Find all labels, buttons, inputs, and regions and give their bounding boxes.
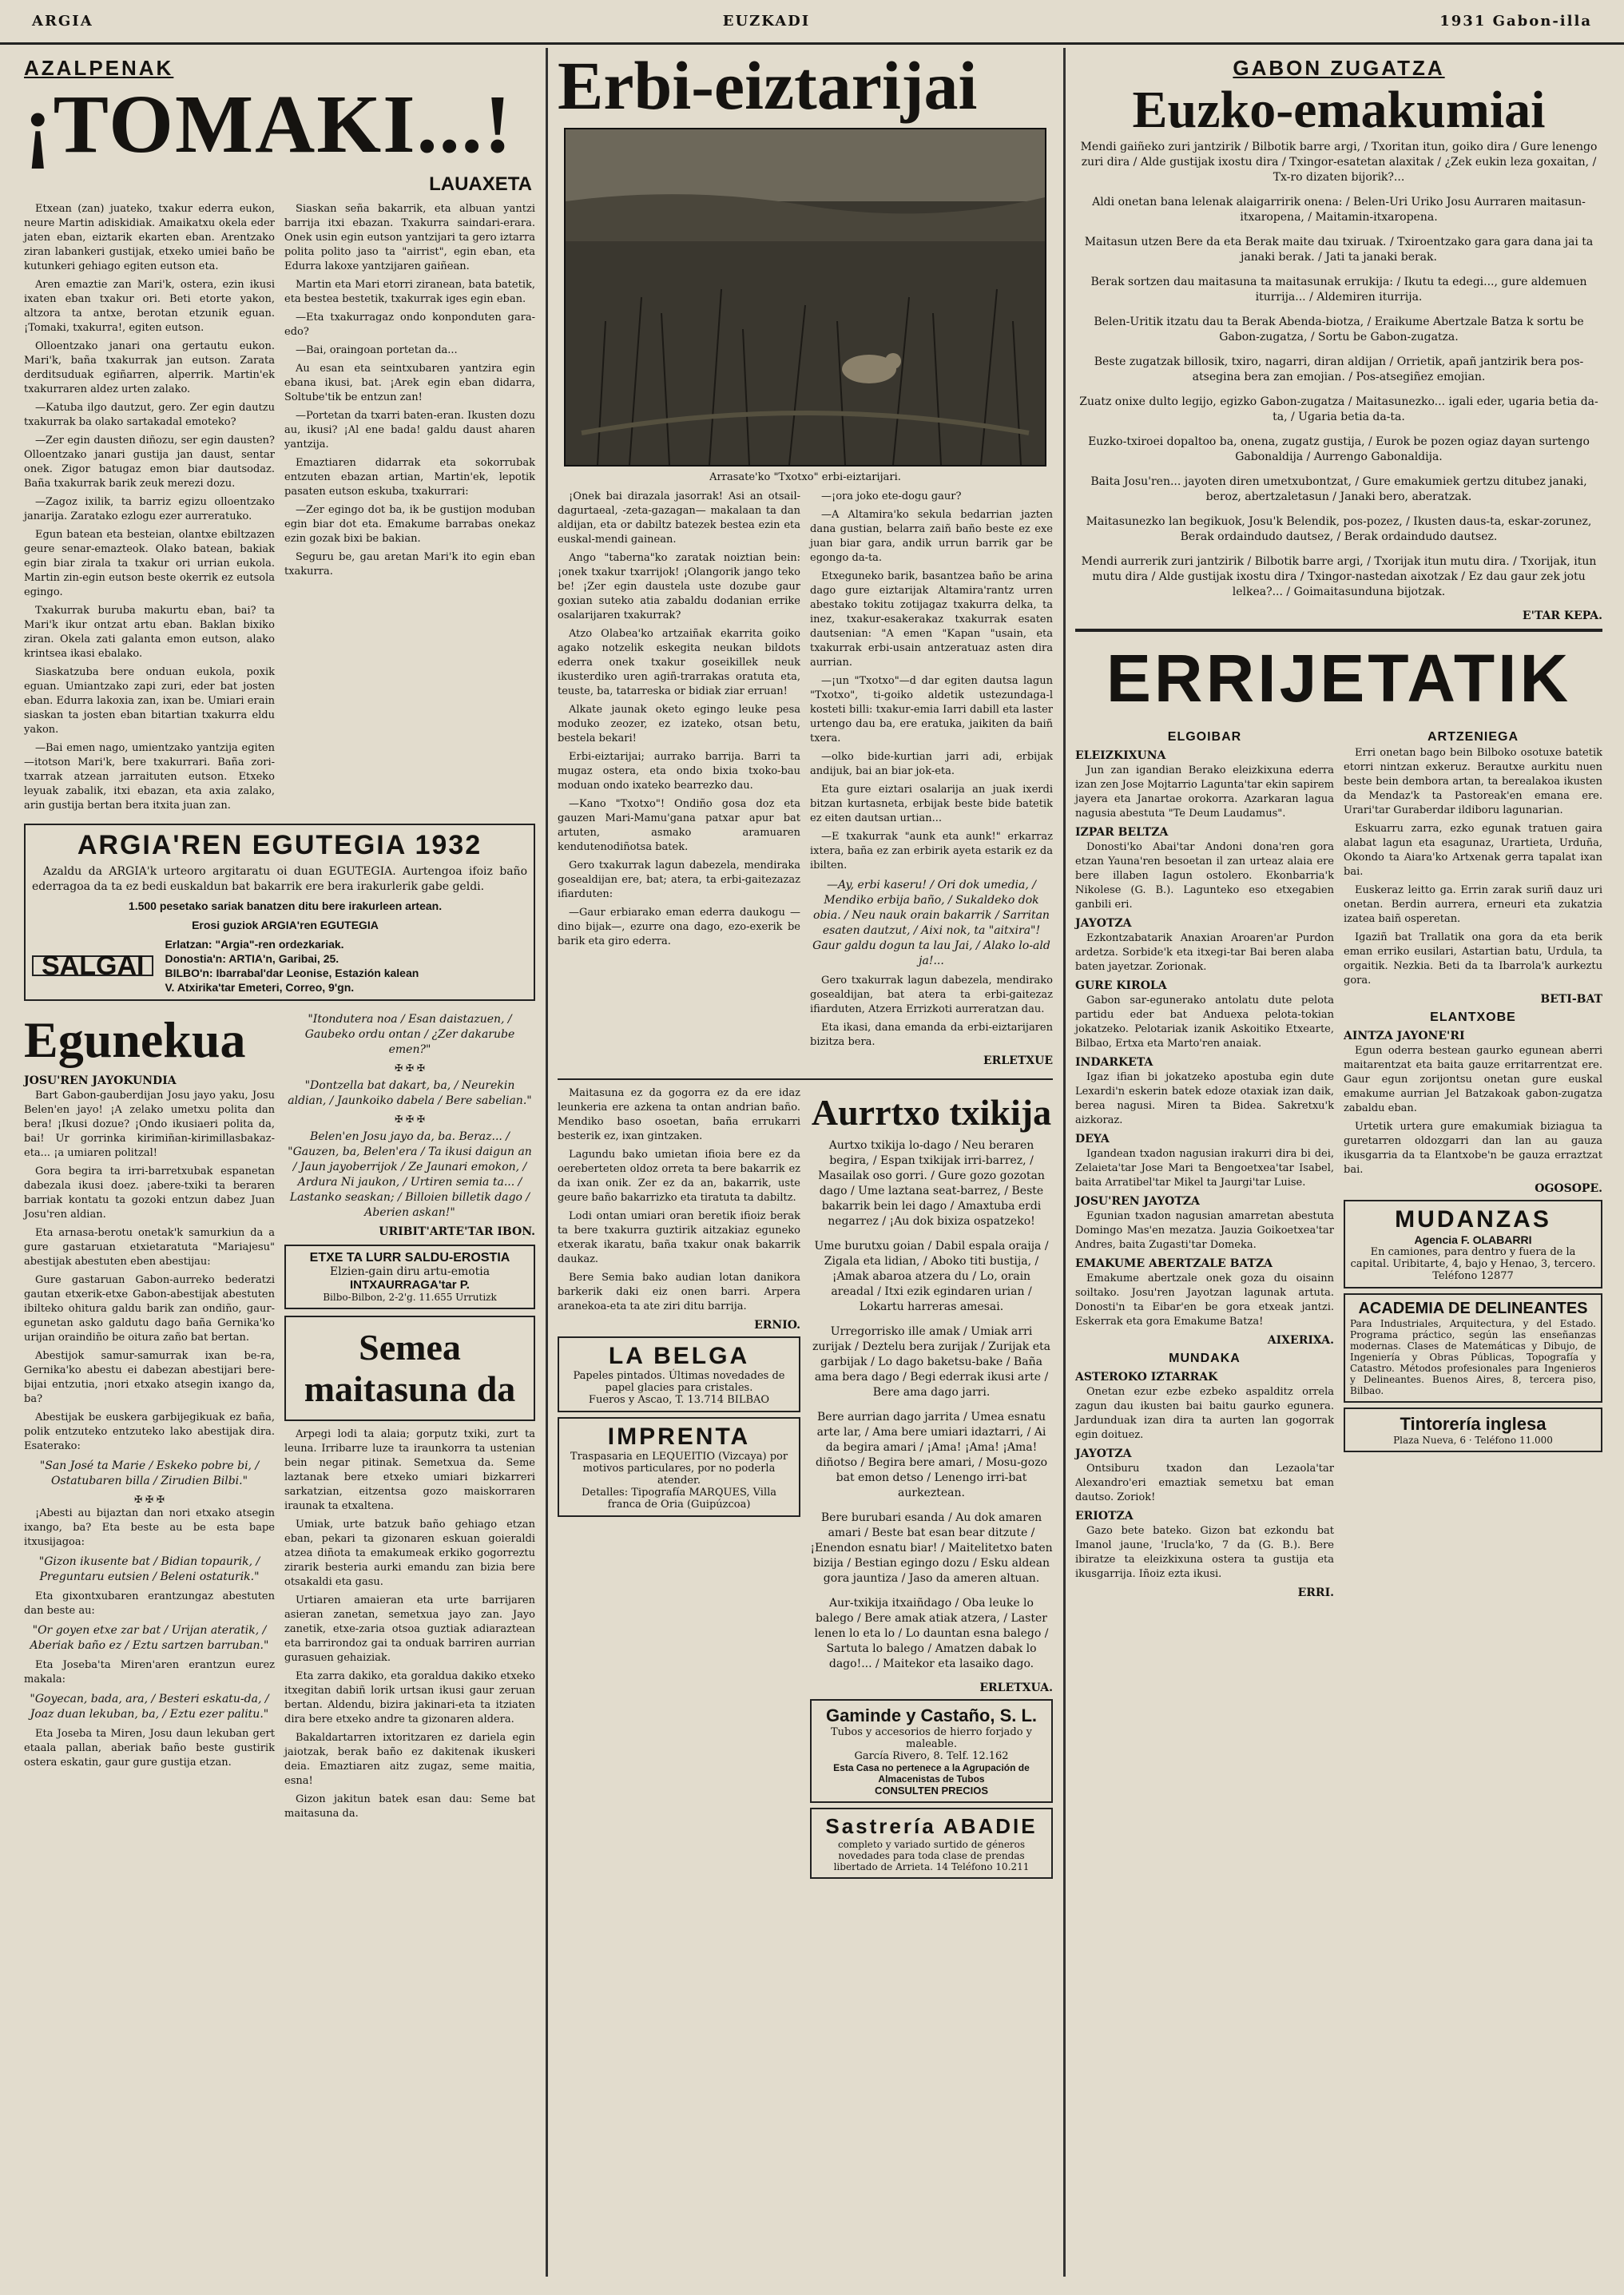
column-rule-1 [546, 48, 548, 2277]
paragraph: Bakaldartarren ixtoritzaren ez dariela egin jaiotzak, berak baño ez dakitenak ikuskeri deia. Emaztiaren aitz zugaz, seme maitia, esna! [284, 1732, 535, 1787]
section-heading: DEYA [1075, 1133, 1110, 1146]
poem-stanza: Euzko-txiroei dopaltoo ba, onena, zugatz gustija, / Eurok be pozen ogiaz dayan surtengo Gabonaldija / Aurrengo Gabonaldija. [1088, 435, 1590, 463]
paragraph: Lodi ontan umiari oran beretik ifioiz berak ta bere txakurra guztirik aitzakiaz eguneko etxerak ikaratu, baña txakur onak bakarrik daukaz. [558, 1210, 800, 1265]
masthead-center: EUZKADI [722, 13, 811, 30]
poem-stanza: Belen-Uritik itzatu dau ta Berak Abenda-biotza, / Eraikume Abertzale Batza k sortu be Gabon-zugatza, / Sortu be Gabon-zugatza. [1094, 316, 1584, 343]
calendar-prize: 1.500 pesetako sariak banatzen ditu bere irakurleen artean. [128, 899, 443, 912]
etxe-ad-line: Bilbo-Bilbon, 2-2'g. 11.655 Urrutizk [323, 1292, 497, 1303]
section-heading: ERIOTZA [1075, 1510, 1134, 1523]
paragraph: Gure gastaruan Gabon-aurreko bederatzi gautan etxerik-etxe Gabon-abestijak abestuten ibilteko ohitura galdu barik zan ondiño, gaur-egunetan asko galdutu dago baña Gernika'ko urijan oraindiño be oitura zaño bat bertan. [24, 1274, 275, 1344]
ad-line: Agencia F. OLABARRI [1414, 1233, 1532, 1246]
column-left [16, 48, 543, 2285]
paragraph: —Zer egin dausten diñozu, ser egin dausten? Olloentzako janari gustija jan daust, sentar onek. Zigor batugaz emon biar dautsodaz. Baña txakurrak barik zeuk merezi dozu. [24, 435, 275, 490]
la-belga-ad [558, 1336, 800, 1412]
article-kicker: AZALPENAK [24, 56, 174, 80]
paragraph: Lagundu bako umietan ifioia bere ez da oereberteten oldoz orreta ta bere bakarrik ez da ixan onik. Zer ez da an, bakarrik, uste geure baño bakarrizko eta tiratuta ta dabiltz. [558, 1149, 800, 1204]
article-tomaki [24, 56, 535, 817]
paragraph: Gizon jakitun batek esan dau: Seme bat maitasuna da. [284, 1793, 535, 1820]
ad-line: completo y variado surtido de géneros novedades para toda clase de prendas libertado de Arrieta. 14 Teléfono 10.211 [833, 1839, 1030, 1872]
ad-title: LA BELGA [608, 1343, 750, 1369]
paragraph: —E txakurrak "aunk eta aunk!" erkarraz ixtera, baña ez zan erbirik ayeta estarik ez da ibilten. [810, 831, 1053, 872]
poem-stanza: Bere aurrian dago jarrita / Umea esnatu arte lar, / Ama bere umiari idaztarri, / Ai da begira amari / ¡Ama! ¡Ama! ¡Ama! diñotso / Begira bere amari, / Mosu-gozo bat emon detso / Lenengo irri-bat aurkeztean. [815, 1411, 1047, 1499]
paragraph: Umiak, urte batzuk baño gehiago etzan eban, pekari ta gizonaren eskuan goieraldi atzea diñota ta emakumeak erkiko gogorreztu zirarik besteria aurki emandu zan bizia bere otsakaldi eta gasu. [284, 1519, 535, 1588]
section-heading: EMAKUME ABERTZALE BATZA [1075, 1257, 1273, 1270]
divider [1075, 629, 1602, 632]
paragraph: —Bai emen nago, umientzako yantzija egiten—itotson Mari'k, bere txakurrari. Baña zori-txarrak atzean jarraituten eutson. Etxeko leyuak zabalik, itxi ebazan, eta axia zalako, arin gustija bertan bera itxita juan zan. [24, 742, 275, 812]
calendar-title: ARGIA'REN EGUTEGIA 1932 [77, 830, 482, 860]
poem-stanza: Aldi onetan bana lelenak alaigarririk onena: / Belen-Uri Uriko Josu Aurraren maitasun-itxaropena, / Maitamin-itxaropena. [1092, 196, 1586, 224]
ad-line: García Rivero, 8. Telf. 12.162 [854, 1750, 1009, 1762]
gabon-signature: E'TAR KEPA. [1522, 609, 1602, 622]
paragraph: —Katuba ilgo dautzut, gero. Zer egin dautzu txakurrak ba olako sartakadal emoteko? [24, 402, 275, 428]
etxe-ad-line: INTXAURRAGA'tar P. [350, 1278, 470, 1292]
paragraph: —Bai, oraingoan portetan da... [296, 344, 458, 356]
ad-title: Sastrería ABADIE [825, 1814, 1038, 1838]
paragraph: —Gaur erbiarako eman ederra daukogu —dino bijak—, ezurre ona dago, ezo-exerik be barik eta giro ederra. [558, 907, 800, 947]
section-text: Igaz ifian bi jokatzeko apostuba egin dute Lexardi'n eskerin batek edoze otaxiak izan daik, berea nagusi. Miren ta Bidea. Sakretxu'k aizkoraz. [1075, 1071, 1334, 1126]
section-heading: ASTEROKO IZTARRAK [1075, 1371, 1218, 1384]
imprenta-ad [558, 1417, 800, 1517]
poem-stanza: Bere burubari esanda / Au dok amaren amari / Beste bat esan bear ditzute / ¡Enendon esnatu biar! / Maitelitetxo baten bizija / Bestian egingo dozu / Esku aldean gora jauntiza / Jaso da ameren altuan. [810, 1511, 1053, 1585]
poem-stanza: Zuatz onixe dulto legijo, egizko Gabon-zugatza / Maitasunezko... igali eder, ugaria betia da-ta, / Ugaria betia da-ta. [1079, 395, 1598, 423]
paragraph: Eta gixontxubaren erantzungaz abestuten dan beste au: [24, 1590, 275, 1617]
poem-stanza: Mendi gaiñeko zuri jantzirik / Bilbotik barre argi, / Txoritan itun, goiko dira / Gure lenengo zuri dira / Alde gustijak ixostu dira / Txingor-esatetan alaxitak / ¿Zek eukin leza goxaitan, / Tx-ro dizaten bijorik?... [1080, 141, 1598, 184]
place-heading: ELGOIBAR [1167, 730, 1242, 744]
photo-caption: Arrasate'ko "Txotxo" erbi-eiztarijari. [709, 471, 901, 483]
errijetatik-body [1075, 725, 1602, 1604]
section-text: Onetan ezur ezbe ezbeko aspalditz orrela zagun dau ikusten bai baitu gaurko egunera. Jardunduak izan dira ta aurten lan gogorrak egin doituez. [1075, 1386, 1334, 1441]
ad-line: Para Industriales, Arquitectura, y del Estado. Programa práctico, según las enseñanzas modernas. Clases de Matemáticas y Dibujo, de Ingeniería y Obras Públicas, Topografía y Catastro. Métodos profesionales para Ingenieros y Delineantes. Buenos Aires, 8, tercera piso, Bilbao. [1350, 1318, 1596, 1396]
poem-stanza: Aur-txikija itxaiñdago / Oba leuke lo balego / Bere amak atiak atzera, / Laster lenen lo eta lo / Lo dauntan esna balego / Sartuta lo balego / Amatzen dabak lo dago!... / Maitekor eta lasaiko dago. [814, 1597, 1049, 1670]
paragraph: Txakurrak buruba makurtu eban, bai? ta Mari'k ikur ontzat artu eban. Baklan bixiko ziran. Okela zati galanta emon eutson, alako krintsea ikasi ebalako. [24, 605, 275, 660]
ad-title: IMPRENTA [607, 1423, 751, 1450]
section-text: Egunian txadon nagusian amarretan abestuta Domingo Mas'en mezatza. Jauzia Goikoetxea'tar Andres, baita Zugasti'tar Domeka. [1075, 1210, 1334, 1251]
gabon-title: Euzko-emakumiai [1132, 81, 1546, 139]
poem-stanza: Aurtxo txikija lo-dago / Neu beraren begira, / Espan txikijak irri-barrez, / Masailak oso gorri. / Gure gozo gozotan dago / Ume laztana seat-barrez, / Beste bakarrik bein lei dago / Amaxtuba erdi negarrez / ¡Au dok bixiza ospatzeko! [818, 1139, 1045, 1228]
paragraph: Eta gure eiztari osalarija an juak ixerdi bitzan kurtasneta, erbijak beste bide batetik ez eiten dautsan urtian... [810, 784, 1053, 824]
paragraph: —¡ora joko ete-dogu gaur? [821, 490, 962, 502]
salgai-row [32, 937, 527, 995]
paragraph: Bere Semia bako audian lotan danikora barkerik daki eiz onen barri. Arpera aranekoa-eta ta ate ziri ditu barrija. [558, 1272, 800, 1312]
paragraph: Eta arnasa-berotu onetak'k samurkiun da a gure gastaruan etxietaratuta "Mariajesu" abestijak abestuten eben abestijau: [24, 1227, 275, 1268]
academia-ad [1344, 1293, 1602, 1403]
paragraph: —Eta txakurragaz ondo konponduten gara-edo? [284, 312, 535, 338]
article-byline: LAUAXETA [429, 173, 532, 195]
semea-article [284, 1316, 535, 1421]
gabon-kicker: GABON ZUGATZA [1233, 56, 1445, 80]
paragraph: Martin eta Mari etorri ziranean, bata batetik, eta bestea bestetik, txakurrak iges egin eban. [284, 279, 535, 305]
verse: "Dontzella bat dakart, ba, / Neurekin aldian, / Jaunkoiko dabela / Bere sabelian." [288, 1079, 532, 1107]
paragraph: Urtiaren amaieran eta urte barrijaren asieran zanetan, semetxua jayo zan. Jayo zanetik, etxe-zaria otsoa guztiak adiaraztean eta barrirondoz gai ta onduak barriren aurrian gurasuen gehaiziak. [284, 1594, 535, 1664]
verse-signature: URIBIT'ARTE'TAR IBON. [379, 1225, 535, 1238]
paragraph: Etxean (zan) juateko, txakur ederra eukon, neure Martin adiskidiak. Amaikatxu okela eder jaten eban, eiztarik ekarten eban. Arentzako ziran labankeri gustijak, etxeko umiei baño be kutunkeri gehiago egiten eutson eta. [24, 203, 275, 272]
column-right [1067, 48, 1610, 2285]
paragraph: —A Altamira'ko sekula bedarrian jazten dana gustian, belarra zaiñ baño beste ez exe juan biar gara, andik urrun barrik gar be egongo da-ta. [810, 509, 1053, 564]
verse: —Ay, erbi kaseru! / Ori dok umedia, / Mendiko erbija baño, / Sukaldeko dok obia. / Neu nauk orain bakarrik / Sarritan esaten dautzut, / Aixi nok, ta "aitxira"! Gaur galdu dogun ta lau Jai, / Alako lo-ald ja!... [812, 879, 1050, 967]
egunekua-title: Egunekua [24, 1011, 246, 1068]
hunting-photo [564, 128, 1046, 467]
paragraph: Abestijak be euskera garbijegikuak ez baña, polik entzuteko entzuteko lako abestijak dira. Esaterako: [24, 1412, 275, 1452]
place-heading: ELANTXOBE [1430, 1011, 1516, 1024]
erbi-signature: ERNIO. [754, 1319, 800, 1332]
section-heading: JAYOTZA [1075, 1447, 1132, 1460]
gaminde-ad [810, 1699, 1053, 1803]
poem-stanza: Ume burutxu goian / Dabil espala oraija / Zigala eta lidian, / Aboko titi bustija, / ¡Amak abaroa atzera du / Lo, orain areadal / Itxi ezik egindaren urian / Lokartu harreras amesai. [814, 1240, 1049, 1313]
poem-stanza: Mendi aurrerik zuri jantzirik / Bilbotik barre argi, / Txorijak itun mutu dira. / Txorijak, itun mutu dira / Alde gustijak ixostu dira / Txingor-nastedan aixotzak / Ez dau gaur zek jotu lelkea?... / Goimaitasunduna bijotzak. [1081, 555, 1597, 598]
section-text: Euskeraz leitto ga. Errin zarak suriñ dauz uri onetan. Berdin aurrera, erneuri eta zukatzia izatea baiñ osperetan. [1344, 884, 1602, 925]
aurrtxo-title: Aurrtxo txikija [811, 1092, 1052, 1133]
place-heading: MUNDAKA [1169, 1352, 1241, 1365]
paragraph: Seguru be, gau aretan Mari'k ito egin eban txakurra. [284, 551, 535, 578]
paragraph: Etxeguneko barik, basantzea baño be arina dago gure eiztarijak Altamira'rantz urren abestako tokitu zotijagaz txakurra delka, ta inez, txakur-esakerakaz txakurrak esaten dautsenian: "A emen "Kapan "usain, eta txakurrak erbi-usain antzeratuaz asten dira aurrian. [810, 570, 1053, 669]
address-line: BILBO'n: Ibarrabal'dar Leonise, Estazión kalean [165, 967, 419, 979]
address-line: Erlatzan: "Argia"-ren ordezkariak. [165, 938, 344, 951]
ad-line: Fueros y Ascao, T. 13.714 BILBAO [588, 1394, 770, 1406]
ornament: ✠ ✠ ✠ [134, 1494, 165, 1505]
paragraph: Bart Gabon-gauberdijan Josu jayo yaku, Josu Belen'en jayo! ¡A zelako umetxu polita dan bera! ¡Ikusi dozue? ¡Ondo ikusiaeri polita da, bai! Ur gorrinka kirimiñan-kirimillasbakaz-eta... ¡a umiaren politzal! [24, 1090, 275, 1159]
divider [558, 1078, 1053, 1080]
ornament: ✠ ✠ ✠ [395, 1062, 425, 1074]
section-text: Emakume abertzale onek goza du oisainn soiltako. Josu'ren Jayotzan lagunak artuta. Donosti'n ta Eibar'en be gora etxeak jantzi. Eskerrak eta gora Emakume Batza! [1075, 1273, 1334, 1328]
paragraph: Egun batean eta besteian, olantxe ebiltzazen geure senar-emazteok. Olako batean, bakiak egin biar zirala ta txakur ori urrian eukola. Martin zin-egin eutson beste okerrik ez eutsola egingo. [24, 529, 275, 598]
paragraph: —Zagoz ixilik, ta barriz egizu olloentzako janarija. Zaratako ezlogu ezer aurreratuko. [24, 496, 275, 522]
masthead [0, 0, 1624, 45]
paragraph: —Kano "Txotxo"! Ondiño gosa doz eta gauzen Mari-Mamu'gana patxar apur bat artuten, asmako aramuaren kendutenodiñotsa batek. [558, 798, 800, 853]
section-text: Donosti'ko Abai'tar Andoni dona'ren gora etzan Yauna'ren besoetan il zan urteaz alaia ere bere illaben Iagun ostolero. Ekonbarria'k Nikolese (G. B.). Lagunteko eso etxegabien ganbili eri. [1075, 841, 1334, 911]
ad-title: MUDANZAS [1395, 1206, 1551, 1233]
verse: "Goyecan, bada, ara, / Besteri eskatu-da, / Joaz duan lekuban, ba, / Eztu ezer palitu." [30, 1693, 269, 1721]
paragraph: Abestijok samur-samurrak ixan be-ra, Gernika'ko abestu ei dabezan abestijari bere-bijai entzutia, ¡nori etxako atsegin ixango da, ba? [24, 1350, 275, 1405]
section-text: Egun oderra bestean gaurko egunean aberri maitarentzat eta baita gauze erritarrentzat ere. Gaur egun zorijontsu onetan gure euskal emakume aurrian Jel Batzakoak gabon-zugatza zabaldu eban. [1344, 1045, 1602, 1114]
lower-middle [558, 1086, 1053, 1884]
paragraph: ¡Abesti au bijaztan dan nori etxako atsegin ixango, ba? Eta beste au be esta bape itxusijagoa: [24, 1507, 275, 1548]
poem-stanza: Maitasunezko lan begikuok, Josu'k Belendik, pos-pozez, / Ikusten daus-ta, eskar-zorunez, Berak ordaindudo dautsez, / Berak ordaindudo dautsez. [1086, 515, 1592, 543]
section-heading: INDARKETA [1075, 1056, 1153, 1069]
column-middle [550, 48, 1061, 2285]
paragraph: Maitasuna ez da gogorra ez da ere idaz leunkeria ere azkena ta ontan andrian baño. Mendiko baso osoetan, baña errukarri besterik ez, ixan gintzaken. [558, 1087, 800, 1142]
column-rule-2 [1063, 48, 1066, 2277]
section-text: Gabon sar-egunerako antolatu dute pelota partidu eder bat Anduexa pelota-tokian jokatzeko. Pelotariak izanik Askoitiko Etxearte, Bilbao, Ertxa eta Marto'ren anaiak. [1075, 995, 1334, 1050]
paragraph: Gero txakurrak lagun dabezela, mendirako gosealdijan, bat atera ta erbi-gaitezaz ifiarduten, Atzera Errizkoti aurreratzan dau. [810, 975, 1053, 1015]
ad-title: ACADEMIA DE DELINEANTES [1358, 1300, 1588, 1317]
paragraph: Eta ikasi, dana emanda da erbi-eiztarijaren bizitza bera. [810, 1022, 1053, 1048]
paragraph: Emaztiaren didarrak eta sokorrubak entzuten ebazan artian, Martin'ek, lepotik pasaten eutson eskuba, txakurrari: [284, 457, 535, 498]
photo-illustration [566, 129, 1045, 465]
section-text: Igandean txadon nagusian irakurri dira bi dei, Zelaieta'tar Jose Mari ta Bengoetxea'tar Isabel, baita Arratibel'tar Mikel ta Jaurgi'tar Luise. [1075, 1148, 1334, 1189]
paragraph: Siaskan seña bakarrik, eta albuan yantzi barrija itxi ebazan. Txakurra saindari-erara. Onek usin egin eutson yantzijari ta gero iztarra polita polito jaso ta "airrist", egin eban, eta Edurra lakoxe yantzijaren gaiñean. [284, 203, 535, 272]
ad-line: Esta Casa no pertenece a la Agrupación de Almacenistas de Tubos [833, 1762, 1030, 1785]
address-list [165, 937, 419, 995]
place-signature: BETI-BAT [1540, 993, 1602, 1006]
ad-title: Tintorería inglesa [1400, 1414, 1547, 1434]
bottom-signature: ERRI. [1297, 1586, 1334, 1599]
section-text: Eskuarru zarra, ezko egunak tratuen gaira alabat lagun eta esagunaz, Urartieta, Urduña, Okondo ta Aiara'ko Artxenak gerra tapalat ixan bai. [1344, 823, 1602, 878]
right-signature: OGOSOPE. [1535, 1182, 1602, 1195]
paragraph: Eta Joseba ta Miren, Josu daun lekuban gert etaala pallan, aberiak baño beste gustirik ostera eskatin, gaur gure gustija etzan. [24, 1728, 275, 1769]
poem-stanza: Urregorrisko ille amak / Umiak arri zurijak / Deztelu bera zurijak / Zurijak eta garbijak / Lo dago baketsu-bake / Baña ama bera dago / Begi ederrak ikusi arte / Bere ama dago jarri. [812, 1325, 1050, 1399]
section-heading: JAYOTZA [1075, 917, 1132, 930]
calendar-text: Azaldu da ARGIA'k urteoro argitaratu oi duan EGUTEGIA. Aurtengoa ifoiz baño ederragoa da ta ez bedi euskaldun bat bakarrik ere bera irakurlerik gabe geldi. [32, 865, 527, 893]
egunekua-subtitle: JOSU'REN JAYOKUNDIA [24, 1074, 177, 1087]
paragraph: Gora begira ta irri-barretxubak espanetan dabezala ikusi doez. ¡abere-txiki ta beraren barriak kontatu ta gozoki entzun dabez Juan Josu'ren aldian. [24, 1165, 275, 1221]
paragraph: Gero txakurrak lagun dabezela, mendiraka gosealdijan ere, bat; atera, ta erbi-gaitezazaz ifiarduten: [558, 860, 800, 900]
section-heading: IZPAR BELTZA [1075, 826, 1169, 839]
paragraph: Aren emaztie zan Mari'k, ostera, ezin ikusi ixaten eban txakur ori. Beti etorte yakon, altzora ta antxe, berotan etzunik eguan. ¡Tomaki, txakurra!, egiten eutson. [24, 279, 275, 334]
mudanzas-ad [1344, 1200, 1602, 1288]
article-title: ¡TOMAKI...! [24, 78, 514, 170]
masthead-left: ARGIA [32, 13, 93, 30]
address-line: Donostia'n: ARTIA'n, Garibai, 25. [165, 952, 339, 965]
ad-line: CONSULTEN PRECIOS [874, 1785, 989, 1797]
verse: "San José ta Marie / Eskeko pobre bi, / Ostatubaren billa / Zirudien Bilbi." [39, 1459, 260, 1487]
ad-line: Tubos y accesorios de hierro forjado y maleable. [831, 1726, 1032, 1750]
address-line: V. Atxirika'tar Emeteri, Correo, 9'gn. [165, 981, 355, 994]
ornament: ✠ ✠ ✠ [395, 1114, 425, 1125]
semea-title: Semea maitasuna da [304, 1327, 516, 1409]
verse: "Or goyen etxe zar bat / Urijan ateratik, / Aberiak baño ez / Eztu sartzen barruban." [30, 1624, 269, 1652]
paragraph: Arpegi lodi ta alaia; gorputz txiki, zurt ta leuna. Irribarre luze ta iraunkorra ta ustenian bein negar pitinak. Semetxua da. Seme laztanak bere etxeko umiari bizkarreri sarkatzian, eitzentsa gozo maiskorraren iraunak ta etxaltena. [284, 1428, 535, 1512]
erbi-title: Erbi-eiztarijai [558, 48, 978, 124]
aurrtxo-signature: ERLETXUA. [979, 1682, 1053, 1694]
paragraph: Siaskatzuba bere onduan eukola, poxik eguan. Umiantzako zapi zuri, eder bat josten eban. Edurra lakoxia zan, ixan be. Umiari erain siaskan ta josten eban bitartian txakurra eldu yakon. [24, 666, 275, 736]
paragraph: ¡Onek bai dirazala jasorrak! Asi an otsail-dagurtaeal, -zeta-gazagan— makalaan ta dan aldijan, eta or dabiltz batezek bestea ezin eta euskal-mendi gainean. [558, 490, 800, 546]
paragraph: Eta zarra dakiko, eta goraldua dakiko etxeko itxegitan dabiñ lorik urtsan ikusi gaur zeruan bertan. Aldendu, bizira jakinari-eta ta itziaten dira bere etxeko andre ta gizonaren aldera. [284, 1670, 535, 1725]
paragraph: Eta Joseba'ta Miren'aren erantzun eurez makala: [24, 1659, 275, 1686]
place-heading: ARTZENIEGA [1427, 730, 1519, 744]
section-text: Urtetik urtera gure emakumiak biziagua ta guretarren oldozgarri dan lan au gauza ikusgarria da ta Elantxobe'n be gauza erraztzat bai. [1344, 1121, 1602, 1176]
paragraph: Olloentzako janari ona gertautu eukon. Mari'k, baña txakurrak jan eutson. Zarata derditsuduak egiñarren, alperrik. Martin'ek txakurraren aldez urten zalako. [24, 340, 275, 395]
paragraph: —olko bide-kurtian jarri adi, erbijak andijuk, bai an biar jok-eta. [810, 751, 1053, 777]
section-text: Ezkontzabatarik Anaxian Aroaren'ar Purdon ardetza. Sorbide'k eta itxegi-tar Bai beren alaba baten jayetzar. Zorionak. [1075, 932, 1334, 973]
salgai-label: SALGAI [32, 955, 153, 976]
verse: Belen'en Josu jayo da, ba. Beraz... / "Gauzen, ba, Belen'era / Ta ikusi daigun an / Jaun jayoberrijok / Ze Jaunari emokon, / Ardura Ni jaukon, / Urtiren semia ta... / Lastanko seaskan; / Billoien billetik dago / Aberien askan!" [288, 1130, 532, 1219]
section-heading: JOSU'REN JAYOTZA [1075, 1195, 1200, 1208]
ad-line: Papeles pintados. Últimas novedades de papel glacies para cristales. [573, 1370, 785, 1394]
paragraph: Alkate jaunak oketo egingo leuke pesa moduko zeozer, ez izateko, otsan betu, bestela bekari! [558, 704, 800, 744]
section-text: Erri onetan bago bein Bilboko osotuxe batetik etorri nintzan exkeruz. Berautxe aurkitu nuen beste bein dembora artan, ta berealakoa ikusten da Mendaz'k ta Pastoreak'en emana ere. Urari'tar Guraberdar ildiboru lagunarian. [1344, 747, 1602, 816]
etxe-ad [284, 1245, 535, 1309]
etxe-ad-line: Elzien-gain diru artu-emotia [329, 1265, 490, 1278]
paragraph: Ango "taberna"ko zaratak noiztian bein: ¡onek txakur txarrijok! ¡Olangorik jango teko be! ¡Zer egin daustela uste dozube gaur goxian suteko atia zabaldu dodanian errike osalarijaren txakurrak? [558, 552, 800, 621]
ad-line: Traspasaria en LEQUEITIO (Vizcaya) por motivos particulares, por no poderla atender. [570, 1451, 788, 1487]
etxe-ad-title: ETXE TA LURR SALDU-EROSTIA [309, 1251, 510, 1265]
sastreria-ad [810, 1808, 1053, 1879]
ad-line: Detalles: Tipografía MARQUES, Villa franca de Oria (Guipúzcoa) [581, 1487, 777, 1511]
calendar-cta: Erosi guziok ARGIA'ren EGUTEGIA [192, 919, 379, 931]
paragraph: —Portetan da txarri baten-eran. Ikusten dozu au, ikusi? ¡Al ene bada! galdu daust aharen yantzija. [284, 410, 535, 451]
altamira-signature: ERLETXUE [983, 1054, 1053, 1067]
section-heading: ELEIZKIXUNA [1075, 749, 1166, 762]
section-text: Jun zan igandian Berako eleizkixuna ederra izan zen Jose Mojtarrio Lagunta'tar ekin sapirem jayera eta Janartae orokorra. Azarkaran lagua nagusia abestuta "Te Deum Laudamus". [1075, 764, 1334, 820]
paragraph: Au esan eta seintxubaren yantzira egin ebana ikusi, bat. ¡Arek egin eban didarra, Soltube'tik be entzun zan! [284, 363, 535, 403]
argia-calendar-ad [24, 824, 535, 1001]
egunekua-section [24, 1007, 535, 1825]
verse: "Gizon ikusente bat / Bidian topaurik, / Preguntaru eutsien / Beleni ostaturik." [38, 1555, 260, 1583]
poem-stanza: Beste zugatzak billosik, txiro, nagarri, diran aldijan / Orrietik, apañ jantzirik bera pos-atsegina bera zan emojian. / Pos-atsegiñez emojian. [1094, 355, 1584, 383]
ad-line: Plaza Nueva, 6 · Teléfono 11.000 [1393, 1435, 1553, 1446]
section-text: Ontsiburu txadon dan Lezaola'tar Alexandro'eri emaztiak semetxu bat eman dautso. Zoriok! [1075, 1463, 1334, 1503]
paragraph: Erbi-eiztarijai; aurrako barrija. Barri ta mugaz ostera, eta ondo bixia txoko-bau moduan ondo ixateko bearrezko dau. [558, 751, 800, 792]
poem-stanza: Berak sortzen dau maitasuna ta maitasunak errukija: / Ikutu ta edegi..., gure aldemuen iturrija... / Aldemiren iturrija. [1090, 276, 1587, 304]
section-heading: GURE KIROLA [1075, 979, 1167, 992]
ad-line: En camiones, para dentro y fuera de la capital. Uribitarte, 4, bajo y Henao, 3, tercero. Teléfono 12877 [1350, 1246, 1596, 1282]
errijetatik-title: ERRIJETATIK [1106, 641, 1572, 716]
section-heading: AINTZA JAYONE'RI [1344, 1030, 1465, 1042]
article-body [24, 202, 535, 817]
poem-stanza: Baita Josu'ren... jayoten diren umetxubontzat, / Gure emakumiek gertzu ditubez janaki, beroz, abertzaletasun / Janaki bero, aberatzak. [1090, 475, 1587, 503]
verse: "Itondutera noa / Esan daistazuen, / Gaubeko ordu ontan / ¿Zer dakarube emen?" [304, 1013, 515, 1056]
masthead-right: 1931 Gabon-illa [1439, 13, 1592, 30]
paragraph: —¡un "Txotxo"—d dar egiten dautsa lagun "Txotxo", ti-goiko aldetik ustezundaga-l kosteti billi: txakur-emia Iarri dabill eta laster urtengo dau ba, ere eratuka, jaikiten da baiñ txera. [810, 675, 1053, 744]
left-signature: AIXERIXA. [1267, 1334, 1334, 1347]
paragraph: Atzo Olabea'ko artzaiñak ekarrita goiko agako notzelik eskegita neukan bildots ederra onek txakur goseikillek neuk ikusterdiko uren agiñ-trarrakas oratuta eta, teuste, ba, tatarreska or bidiak ziar erruan! [558, 628, 800, 697]
section-text: Gazo bete bateko. Gizon bat ezkondu bat Imanol jaune, 'Irucla'ko, 7 da (G. B.). Bere ibiratze ta eleizkixuna ostera ta gustija eta ikusgarrija. Iñoiz ezta ikusi. [1075, 1525, 1334, 1580]
erbi-body [558, 490, 1053, 1072]
poem-stanza: Maitasun utzen Bere da eta Berak maite dau txiruak. / Txiroentzako gara gara dana jai ta janaki berak. / Jati ta janaki berak. [1084, 236, 1594, 264]
section-text: Igaziñ bat Trallatik ona gora da eta berik eman erriko eusilari, Astartian batu, Urdula, ta orgaitik. Nezkia. Beti da ta Ibarrola'k aurkeztu gora. [1344, 931, 1602, 987]
paragraph: —Zer egingo dot ba, ik be gustijon moduban egin biar dot eta. Emakume barrabas onekaz ezin gozak bixi be bakian. [284, 504, 535, 545]
ad-title: Gaminde y Castaño, S. L. [825, 1705, 1038, 1725]
tintoreria-ad [1344, 1408, 1602, 1452]
